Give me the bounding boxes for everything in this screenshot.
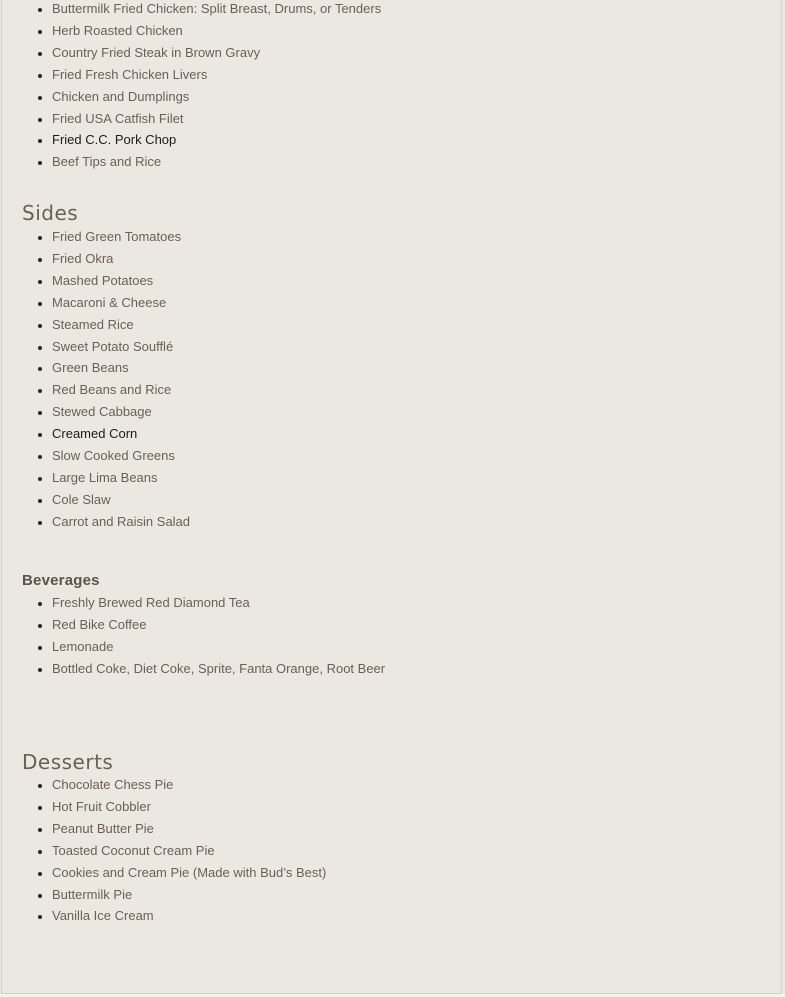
menu-item: • Fried Green Tomatoes xyxy=(52,226,190,248)
menu-item: • Creamed Corn xyxy=(52,423,190,445)
menu-item: • Macaroni & Cheese xyxy=(52,292,190,314)
menu-item: • Green Beans xyxy=(52,357,190,379)
menu-item: • Red Beans and Rice xyxy=(52,379,190,401)
menu-item: • Herb Roasted Chicken xyxy=(52,20,381,42)
menu-item: • Buttermilk Pie xyxy=(52,884,326,906)
menu-item: • Freshly Brewed Red Diamond Tea xyxy=(52,592,385,614)
menu-item: • Beef Tips and Rice xyxy=(52,151,381,173)
entrees-list xyxy=(0,0,381,173)
menu-item: • Fried Fresh Chicken Livers xyxy=(52,64,381,86)
menu-item: • Country Fried Steak in Brown Gravy xyxy=(52,42,381,64)
menu-item: • Hot Fruit Cobbler xyxy=(52,796,326,818)
menu-item: • Bottled Coke, Diet Coke, Sprite, Fanta Orange, Root Beer xyxy=(52,658,385,680)
sides-section xyxy=(22,201,212,533)
desserts-heading: Desserts xyxy=(22,750,114,774)
menu-item: • Large Lima Beans xyxy=(52,467,190,489)
menu-item: • Toasted Coconut Cream Pie xyxy=(52,840,326,862)
beverages-section xyxy=(22,572,407,680)
menu-item: • Red Bike Coffee xyxy=(52,614,385,636)
sides-heading: Sides xyxy=(22,201,79,225)
menu-item: • Fried C.C. Pork Chop xyxy=(52,129,381,151)
menu-item: • Sweet Potato Soufflé xyxy=(52,336,190,358)
menu-item: • Buttermilk Fried Chicken: Split Breast, Drums, or Tenders xyxy=(52,0,381,20)
menu-item: • Carrot and Raisin Salad xyxy=(52,511,190,533)
menu-item: • Cole Slaw xyxy=(52,489,190,511)
menu-item: • Fried USA Catfish Filet xyxy=(52,108,381,130)
beverages-list xyxy=(0,592,385,680)
desserts-list xyxy=(0,774,326,927)
menu-item: • Chocolate Chess Pie xyxy=(52,774,326,796)
menu-item: • Vanilla Ice Cream xyxy=(52,905,326,927)
menu-item: • Cookies and Cream Pie (Made with Bud’s Best) xyxy=(52,862,326,884)
menu-item: • Chicken and Dumplings xyxy=(52,86,381,108)
beverages-heading: Beverages xyxy=(22,572,100,589)
entrees-section xyxy=(22,0,403,173)
menu-item: • Mashed Potatoes xyxy=(52,270,190,292)
menu-item: • Lemonade xyxy=(52,636,385,658)
menu-item: • Stewed Cabbage xyxy=(52,401,190,423)
desserts-section xyxy=(22,750,348,927)
menu-item: • Steamed Rice xyxy=(52,314,190,336)
sides-list xyxy=(0,226,190,533)
menu-item: • Fried Okra xyxy=(52,248,190,270)
menu-item: • Slow Cooked Greens xyxy=(52,445,190,467)
menu-item: • Peanut Butter Pie xyxy=(52,818,326,840)
